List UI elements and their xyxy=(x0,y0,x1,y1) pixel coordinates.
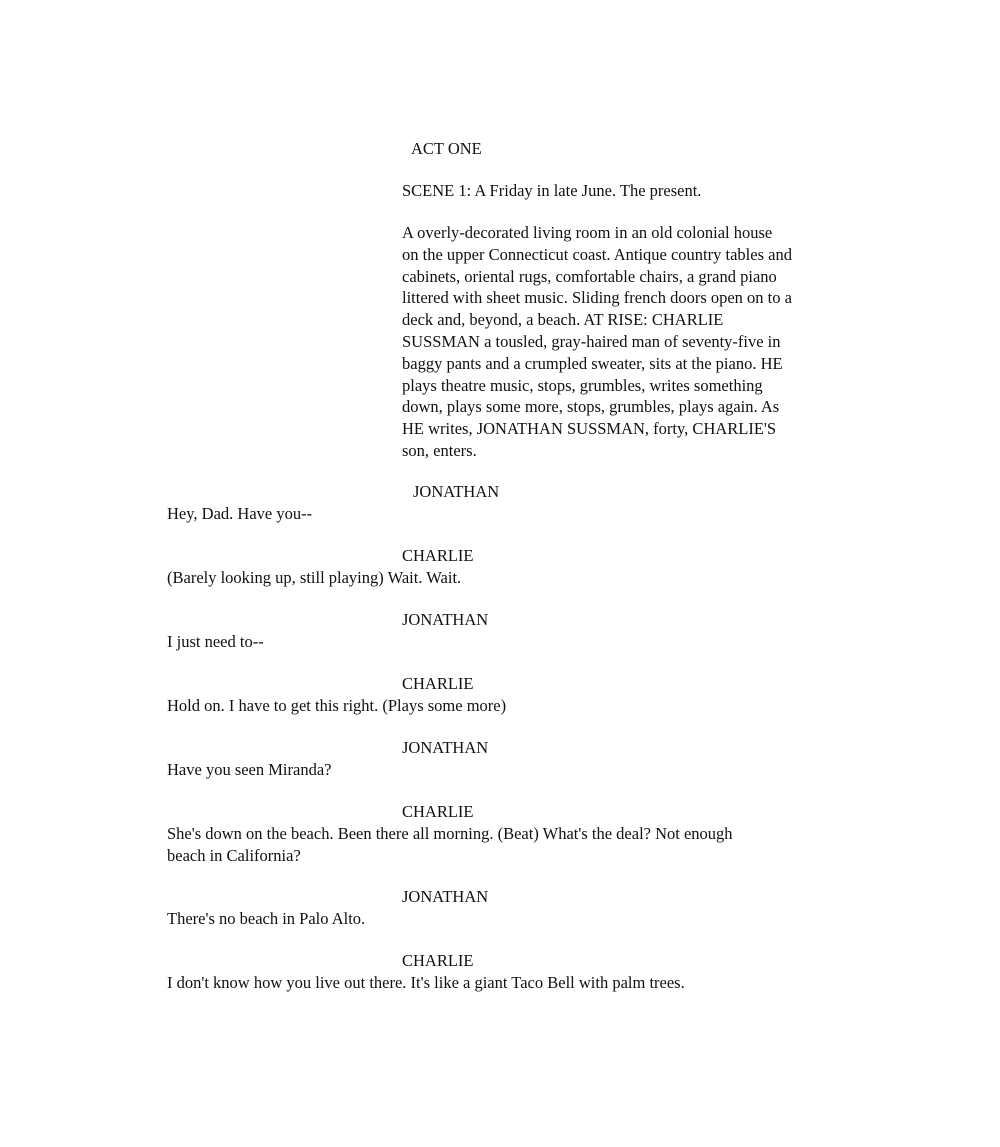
stage-direction xyxy=(402,222,812,462)
stage-direction-line: plays theatre music, stops, grumbles, writes something xyxy=(402,375,763,395)
scene-heading: SCENE 1: A Friday in late June. The present. xyxy=(402,181,702,200)
dialogue-text xyxy=(167,759,787,781)
stage-direction-line: A overly-decorated living room in an old colonial house xyxy=(402,223,773,242)
dialogue-line: She's down on the beach. Been there all morning. (Beat) What's the deal? Not enough xyxy=(167,824,733,843)
dialogue-text xyxy=(167,695,787,717)
stage-direction-line: SUSSMAN a tousled, gray-haired man of seventy-five in xyxy=(402,331,781,351)
character-name: JONATHAN xyxy=(402,738,489,757)
character-name: CHARLIE xyxy=(402,802,474,821)
dialogue-text xyxy=(167,972,787,994)
character-name: JONATHAN xyxy=(413,482,500,501)
stage-direction-line: on the upper Connecticut coast. Antique country tables and xyxy=(402,244,792,264)
character-name: CHARLIE xyxy=(402,546,474,565)
character-name: CHARLIE xyxy=(402,951,474,970)
stage-direction-line: HE writes, JONATHAN SUSSMAN, forty, CHARLIE'S xyxy=(402,419,777,439)
dialogue-line: Have you seen Miranda? xyxy=(167,760,332,779)
dialogue-line: (Barely looking up, still playing) Wait. Wait. xyxy=(167,568,462,587)
dialogue-line: Hey, Dad. Have you-- xyxy=(167,504,313,523)
dialogue-line: I just need to-- xyxy=(167,632,264,651)
character-name: JONATHAN xyxy=(402,610,489,629)
dialogue-text xyxy=(167,503,787,525)
stage-direction-line: cabinets, oriental rugs, comfortable chairs, a grand piano xyxy=(402,266,777,286)
dialogue-text xyxy=(167,631,787,653)
character-name: JONATHAN xyxy=(402,887,489,906)
dialogue-line: Hold on. I have to get this right. (Plays some more) xyxy=(167,696,507,715)
dialogue-line: beach in California? xyxy=(167,846,301,865)
stage-direction-line: son, enters. xyxy=(402,440,477,460)
stage-direction-line: littered with sheet music. Sliding french doors open on to a xyxy=(402,288,792,308)
dialogue-line: There's no beach in Palo Alto. xyxy=(167,909,366,928)
dialogue-line: I don't know how you live out there. It's like a giant Taco Bell with palm trees. xyxy=(167,973,685,992)
character-name: CHARLIE xyxy=(402,674,474,693)
act-heading: ACT ONE xyxy=(411,139,482,158)
dialogue-text xyxy=(167,908,787,930)
dialogue-text xyxy=(167,567,787,589)
stage-direction-line: deck and, beyond, a beach. AT RISE: CHARLIE xyxy=(402,310,724,330)
dialogue-text xyxy=(167,823,787,867)
stage-direction-line: down, plays some more, stops, grumbles, plays again. As xyxy=(402,397,780,417)
stage-direction-line: baggy pants and a crumpled sweater, sits at the piano. HE xyxy=(402,353,783,373)
